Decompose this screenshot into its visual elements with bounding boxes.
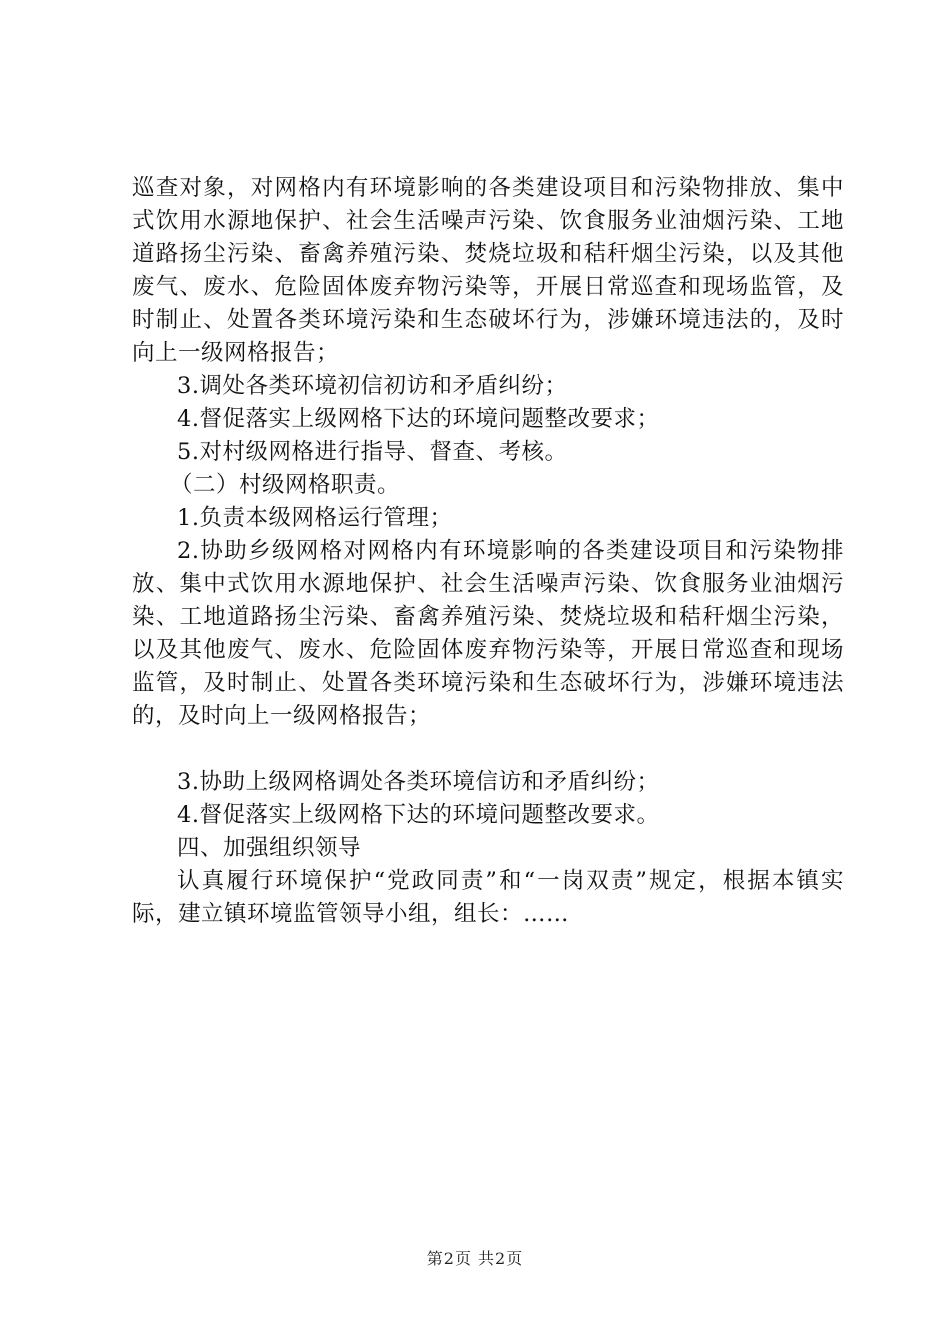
document-body [132, 172, 844, 931]
page-number-footer: 第2页 共2页 [426, 1249, 524, 1268]
paragraph-village-item-2: 2.协助乡级网格对网格内有环境影响的各类建设项目和污染物排放、集中式饮用水源地保护、社会生活噪声污染、饮食服务业油烟污染、工地道路扬尘污染、畜禽养殖污染、焚烧垃圾和秸秆烟尘污染，以及其他废气、废水、危险固体废弃物污染等，开展日常巡查和现场监管，及时制止、处置各类环境污染和生态破坏行为，涉嫌环境违法的，及时向上一级网格报告； [132, 538, 844, 729]
paragraph-village-item-4: 4.督促落实上级网格下达的环境问题整改要求。 [177, 802, 660, 828]
paragraph-village-item-1: 1.负责本级网格运行管理； [177, 505, 453, 531]
paragraph-inspection-targets: 巡查对象，对网格内有环境影响的各类建设项目和污染物排放、集中式饮用水源地保护、社会生活噪声污染、饮食服务业油烟污染、工地道路扬尘污染、畜禽养殖污染、焚烧垃圾和秸秆烟尘污染，以及其他废气、废水、危险固体废弃物污染等，开展日常巡查和现场监管，及时制止、处置各类环境污染和生态破坏行为，涉嫌环境违法的，及时向上一级网格报告； [132, 175, 844, 366]
paragraph-item-5-guide: 5.对村级网格进行指导、督查、考核。 [177, 439, 568, 465]
section-heading-village-duties: （二）村级网格职责。 [170, 472, 401, 498]
section-heading-leadership: 四、加强组织领导 [177, 835, 362, 861]
paragraph-item-4-supervise: 4.督促落实上级网格下达的环境问题整改要求； [177, 406, 660, 432]
paragraph-village-item-3: 3.协助上级网格调处各类环境信访和矛盾纠纷； [177, 769, 660, 795]
paragraph-leadership-group: 认真履行环境保护“党政同责”和“一岗双责”规定，根据本镇实际，建立镇环境监管领导小组，组长：…… [132, 868, 844, 927]
paragraph-item-3-mediate: 3.调处各类环境初信初访和矛盾纠纷； [177, 373, 568, 399]
